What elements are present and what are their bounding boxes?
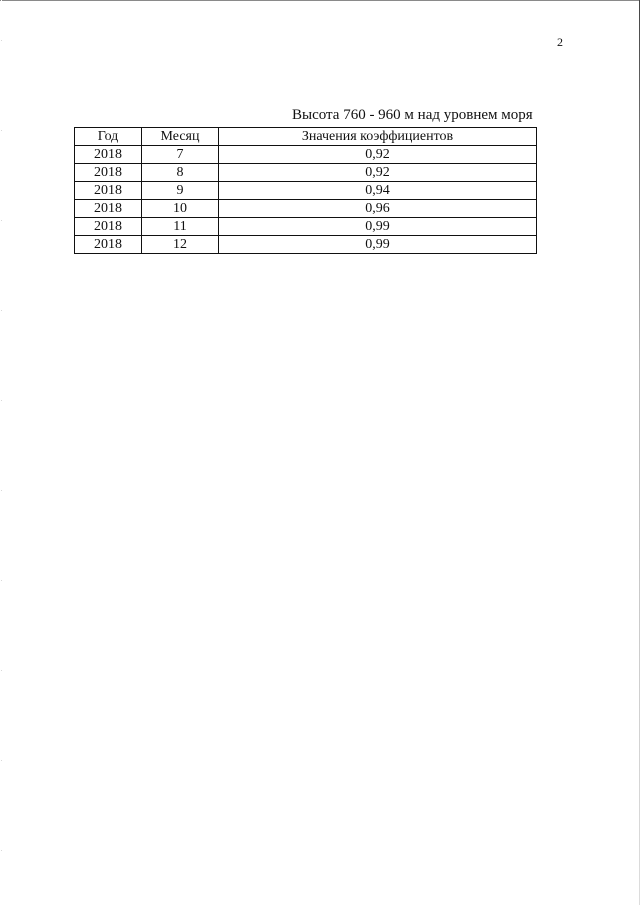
cell-month: 7 (142, 146, 219, 164)
cell-value: 0,94 (219, 182, 537, 200)
cell-value: 0,96 (219, 200, 537, 218)
header-year: Год (75, 128, 142, 146)
table-row (75, 164, 537, 182)
table-header (75, 128, 537, 146)
coefficients-table (74, 127, 537, 254)
table-body (75, 146, 537, 254)
cell-year: 2018 (75, 200, 142, 218)
cell-year: 2018 (75, 218, 142, 236)
cell-year: 2018 (75, 146, 142, 164)
cell-month: 8 (142, 164, 219, 182)
cell-value: 0,99 (219, 236, 537, 254)
cell-value: 0,92 (219, 164, 537, 182)
table-row (75, 236, 537, 254)
cell-year: 2018 (75, 236, 142, 254)
scan-edge-top (0, 0, 640, 1)
cell-year: 2018 (75, 182, 142, 200)
table-row (75, 200, 537, 218)
table-caption: Высота 760 - 960 м над уровнем моря (292, 107, 533, 123)
table-row (75, 146, 537, 164)
cell-value: 0,92 (219, 146, 537, 164)
header-row (75, 128, 537, 146)
table-row (75, 218, 537, 236)
header-value: Значения коэффициентов (219, 128, 537, 146)
page-number: 2 (557, 35, 563, 49)
cell-month: 10 (142, 200, 219, 218)
cell-month: 9 (142, 182, 219, 200)
cell-value: 0,99 (219, 218, 537, 236)
cell-year: 2018 (75, 164, 142, 182)
cell-month: 11 (142, 218, 219, 236)
table-row (75, 182, 537, 200)
header-month: Месяц (142, 128, 219, 146)
cell-month: 12 (142, 236, 219, 254)
scan-edge-left (1, 0, 2, 905)
